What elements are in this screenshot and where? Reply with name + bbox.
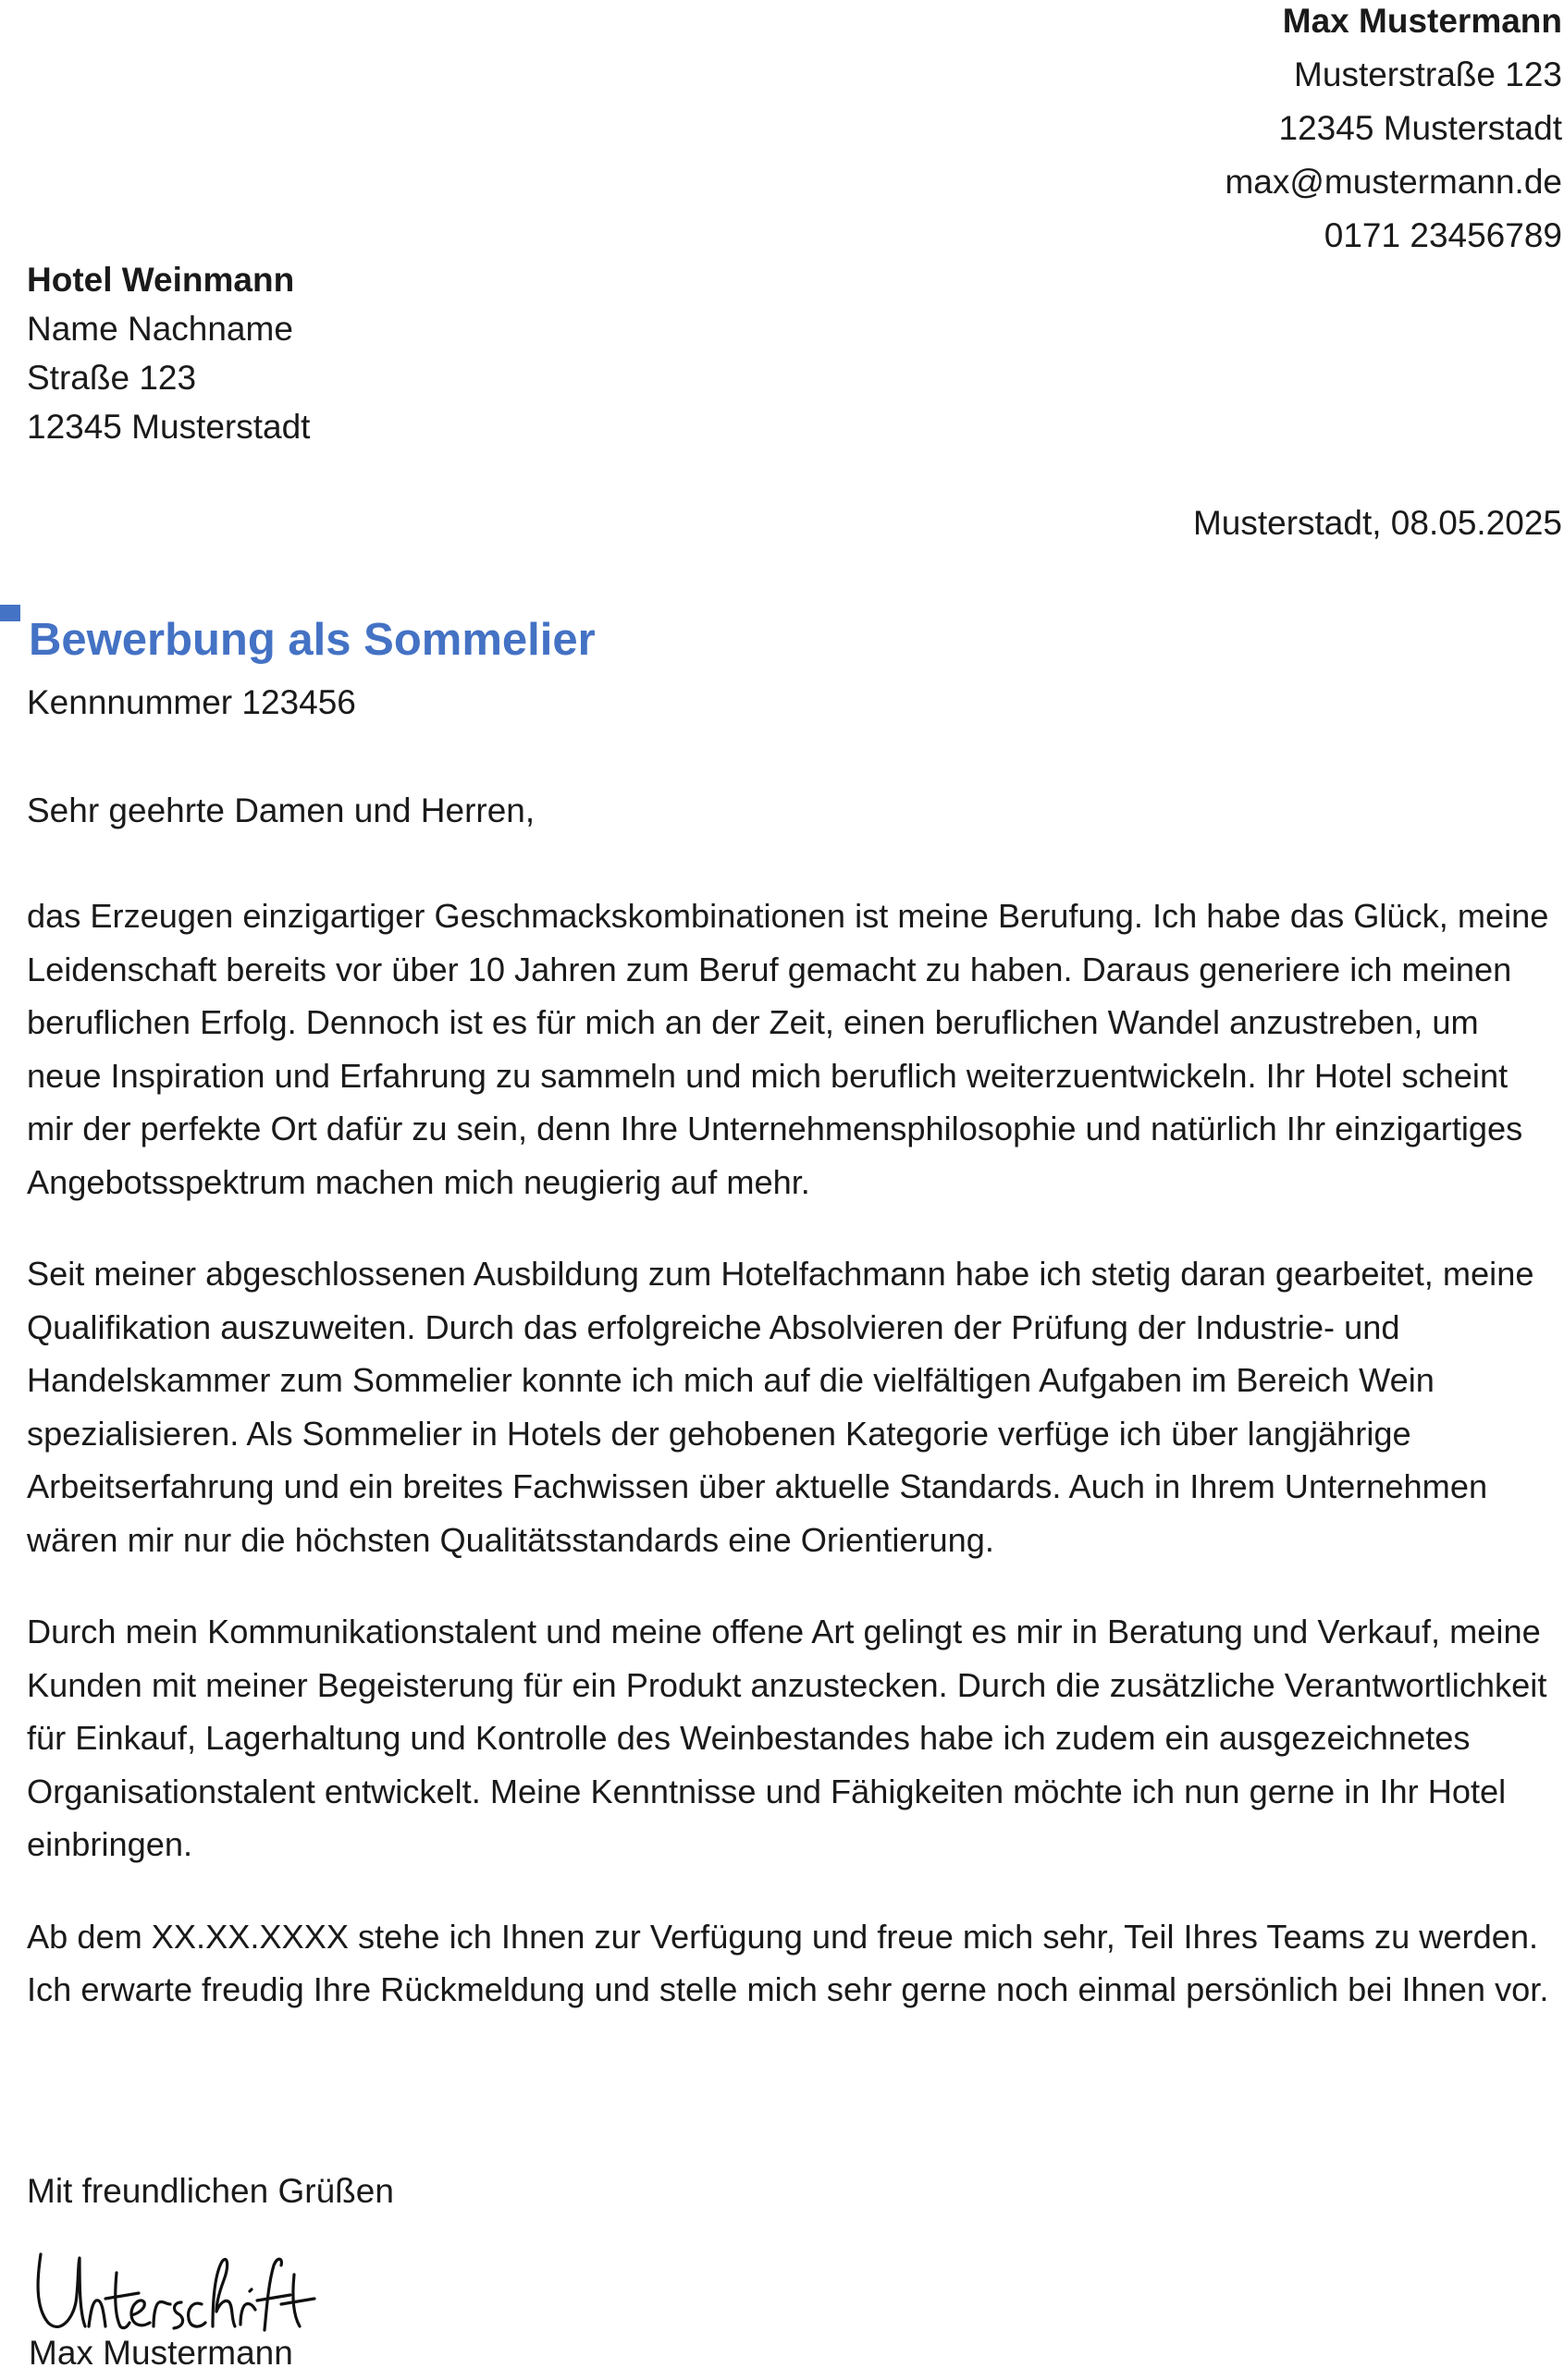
body-paragraph: Ab dem XX.XX.XXXX stehe ich Ihnen zur Verfügung und freue mich sehr, Teil Ihres Teams zu werden. Ich erwarte freudig Ihre Rückmeldung und stelle mich sehr gerne noch einmal persönlich bei Ihnen vor. [27, 1917, 1549, 2008]
sender-name: Max Mustermann [1282, 2, 1562, 40]
sender-email: max@mustermann.de [1225, 163, 1562, 201]
subject-marker [0, 605, 20, 621]
recipient-city: 12345 Musterstadt [27, 408, 311, 446]
handwritten-signature [31, 2238, 318, 2339]
recipient-street: Straße 123 [27, 359, 197, 397]
sender-city: 12345 Musterstadt [1278, 109, 1562, 147]
recipient-contact: Name Nachname [27, 310, 293, 348]
letter-date: Musterstadt, 08.05.2025 [1192, 504, 1562, 542]
sender-street: Musterstraße 123 [1294, 55, 1562, 93]
body-paragraph: Seit meiner abgeschlossenen Ausbildung zum Hotelfachmann habe ich stetig daran gearbeitet, meine Qualifikation auszuweiten. Durch das erfolgreiche Absolvieren der Prüfung der Industrie- und Handelskammer zum Sommelier konnte ich mich auf die vielfältigen Aufgaben im Bereich Wein spezialisieren. Als Sommelier in Hotels der gehobenen Kategorie verfüge ich über langjährige Arbeitserfahrung und ein breites Fachwissen über aktuelle Standards. Auch in Ihrem Unternehmen wären mir nur die höchsten Qualitätsstandards eine Orientierung. [27, 1255, 1534, 1559]
recipient-address-block [27, 255, 310, 451]
salutation: Sehr geehrte Damen und Herren, [27, 791, 536, 829]
sender-phone: 0171 23456789 [1324, 216, 1562, 254]
body-paragraph: das Erzeugen einzigartiger Geschmackskombinationen ist meine Berufung. Ich habe das Glück, meine Leidenschaft bereits vor über 10 Jahren zum Beruf gemacht zu haben. Daraus generiere ich meinen beruflichen Erfolg. Dennoch ist es für mich an der Zeit, einen beruflichen Wandel anzustreben, um neue Inspiration und Erfahrung zu sammeln und mich beruflich weiterzuentwickeln. Ihr Hotel scheint mir der perfekte Ort dafür zu sein, denn Ihre Unternehmensphilosophie und natürlich Ihr einzigartiges Angebotsspektrum machen mich neugierig auf mehr. [27, 897, 1549, 1201]
letter-body [27, 889, 1562, 2055]
body-paragraph: Durch mein Kommunikationstalent und meine offene Art gelingt es mir in Beratung und Verkauf, meine Kunden mit meiner Begeisterung für ein Produkt anzustecken. Durch die zusätzliche Verantwortlichkeit für Einkauf, Lagerhaltung und Kontrolle des Weinbestandes habe ich zudem ein ausgezeichnetes Organisationstalent entwickelt. Meine Kenntnisse und Fähigkeiten möchte ich nun gerne in Ihr Hotel einbringen. [27, 1613, 1547, 1863]
closing-phrase: Mit freundlichen Grüßen [27, 2172, 394, 2210]
signer-name: Max Mustermann [29, 2334, 293, 2372]
letter-subject: Bewerbung als Sommelier [29, 615, 596, 665]
sender-address-block [1225, 0, 1562, 263]
reference-number: Kennnummer 123456 [27, 683, 356, 721]
recipient-company: Hotel Weinmann [27, 261, 295, 299]
